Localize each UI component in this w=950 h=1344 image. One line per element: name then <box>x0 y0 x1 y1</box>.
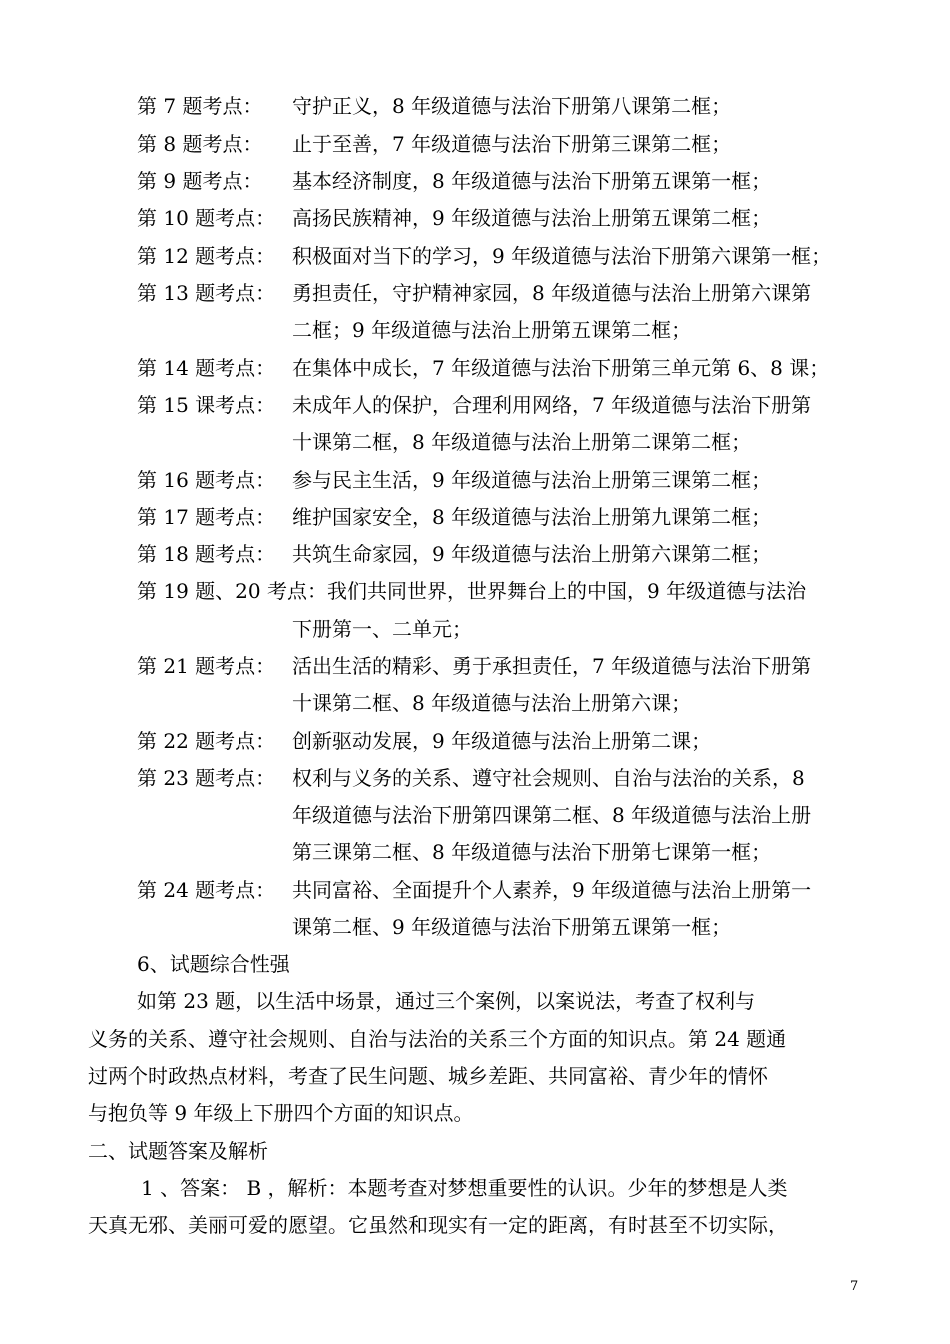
exam-point-item <box>137 648 862 684</box>
item-text: 我们共同世界，世界舞台上的中国，9 年级道德与法治 <box>326 579 807 603</box>
page-number: 7 <box>850 1279 859 1294</box>
item-continuation: 课第二框、9 年级道德与法治下册第五课第一框； <box>292 915 732 939</box>
item-text: 勇担责任，守护精神家园，8 年级道德与法治上册第六课第 <box>292 281 812 305</box>
item-text: 共筑生命家园，9 年级道德与法治上册第六课第二框； <box>292 542 772 566</box>
exam-point-item <box>137 760 862 796</box>
item-text: 权利与义务的关系、遵守社会规则、自治与法治的关系，8 <box>292 766 805 790</box>
exam-point-item <box>137 238 862 274</box>
item-heading: 第 24 题考点： <box>137 878 276 902</box>
exam-point-item <box>137 88 862 124</box>
item-heading: 第 14 题考点： <box>137 356 276 380</box>
item-continuation: 十课第二框、8 年级道德与法治上册第六课； <box>292 691 692 715</box>
paragraph-line: 义务的关系、遵守社会规则、自治与法治的关系三个方面的知识点。第 24 题通 <box>88 1027 787 1051</box>
exam-point-item <box>137 126 862 162</box>
exam-point-item <box>137 200 862 236</box>
item-continuation: 下册第一、二单元； <box>292 617 472 641</box>
item-text: 止于至善，7 年级道德与法治下册第三课第二框； <box>292 132 732 156</box>
item-text: 维护国家安全，8 年级道德与法治上册第九课第二框； <box>292 505 772 529</box>
item-heading: 第 17 题考点： <box>137 505 276 529</box>
item-heading: 第 7 题考点： <box>137 94 263 118</box>
item-text: 基本经济制度，8 年级道德与法治下册第五课第一框； <box>292 169 772 193</box>
item-text: 积极面对当下的学习，9 年级道德与法治下册第六课第一框； <box>292 244 832 268</box>
item-heading: 第 15 课考点： <box>137 393 276 417</box>
section-heading: 6、试题综合性强 <box>137 952 290 976</box>
paragraph-line: 1 、答案： B ，解析：本题考查对梦想重要性的认识。少年的梦想是人类 <box>141 1176 788 1200</box>
item-text: 守护正义，8 年级道德与法治下册第八课第二框； <box>292 94 732 118</box>
item-text: 参与民主生活，9 年级道德与法治上册第三课第二框； <box>292 468 772 492</box>
item-text: 共同富裕、全面提升个人素养，9 年级道德与法治上册第一 <box>292 878 812 902</box>
item-continuation: 十课第二框，8 年级道德与法治上册第二课第二框； <box>292 430 752 454</box>
item-text: 活出生活的精彩、勇于承担责任，7 年级道德与法治下册第 <box>292 654 812 678</box>
exam-point-item <box>137 387 862 423</box>
exam-point-item <box>137 872 862 908</box>
item-continuation: 年级道德与法治下册第四课第二框、8 年级道德与法治上册 <box>292 803 812 827</box>
paragraph-line: 天真无邪、美丽可爱的愿望。它虽然和现实有一定的距离，有时甚至不切实际， <box>88 1213 788 1237</box>
paragraph-line: 过两个时政热点材料，考查了民生问题、城乡差距、共同富裕、青少年的情怀 <box>88 1064 768 1088</box>
section-heading: 二、试题答案及解析 <box>88 1139 268 1163</box>
item-heading: 第 21 题考点： <box>137 654 276 678</box>
item-text: 未成年人的保护，合理利用网络，7 年级道德与法治下册第 <box>292 393 812 417</box>
paragraph-line: 如第 23 题，以生活中场景，通过三个案例，以案说法，考查了权利与 <box>137 989 756 1013</box>
item-heading: 第 10 题考点： <box>137 206 276 230</box>
item-heading: 第 19 题、20 考点： <box>137 579 327 603</box>
item-text: 高扬民族精神，9 年级道德与法治上册第五课第二框； <box>292 206 772 230</box>
item-heading: 第 8 题考点： <box>137 132 263 156</box>
item-heading: 第 12 题考点： <box>137 244 276 268</box>
exam-point-item <box>137 723 862 759</box>
exam-point-item <box>137 350 862 386</box>
exam-point-item <box>137 573 862 609</box>
exam-point-item <box>137 499 862 535</box>
exam-point-item <box>137 462 862 498</box>
item-heading: 第 23 题考点： <box>137 766 276 790</box>
item-heading: 第 16 题考点： <box>137 468 276 492</box>
item-heading: 第 22 题考点： <box>137 729 276 753</box>
exam-point-item <box>137 536 862 572</box>
item-heading: 第 9 题考点： <box>137 169 263 193</box>
item-continuation: 第三课第二框、8 年级道德与法治下册第七课第一框； <box>292 840 772 864</box>
item-text: 在集体中成长，7 年级道德与法治下册第三单元第 6、8 课； <box>292 356 830 380</box>
paragraph-line: 与抱负等 9 年级上下册四个方面的知识点。 <box>88 1101 474 1125</box>
item-continuation: 二框；9 年级道德与法治上册第五课第二框； <box>292 318 692 342</box>
item-text: 创新驱动发展，9 年级道德与法治上册第二课； <box>292 729 712 753</box>
exam-point-item <box>137 163 862 199</box>
item-heading: 第 13 题考点： <box>137 281 276 305</box>
exam-point-item <box>137 275 862 311</box>
item-heading: 第 18 题考点： <box>137 542 276 566</box>
